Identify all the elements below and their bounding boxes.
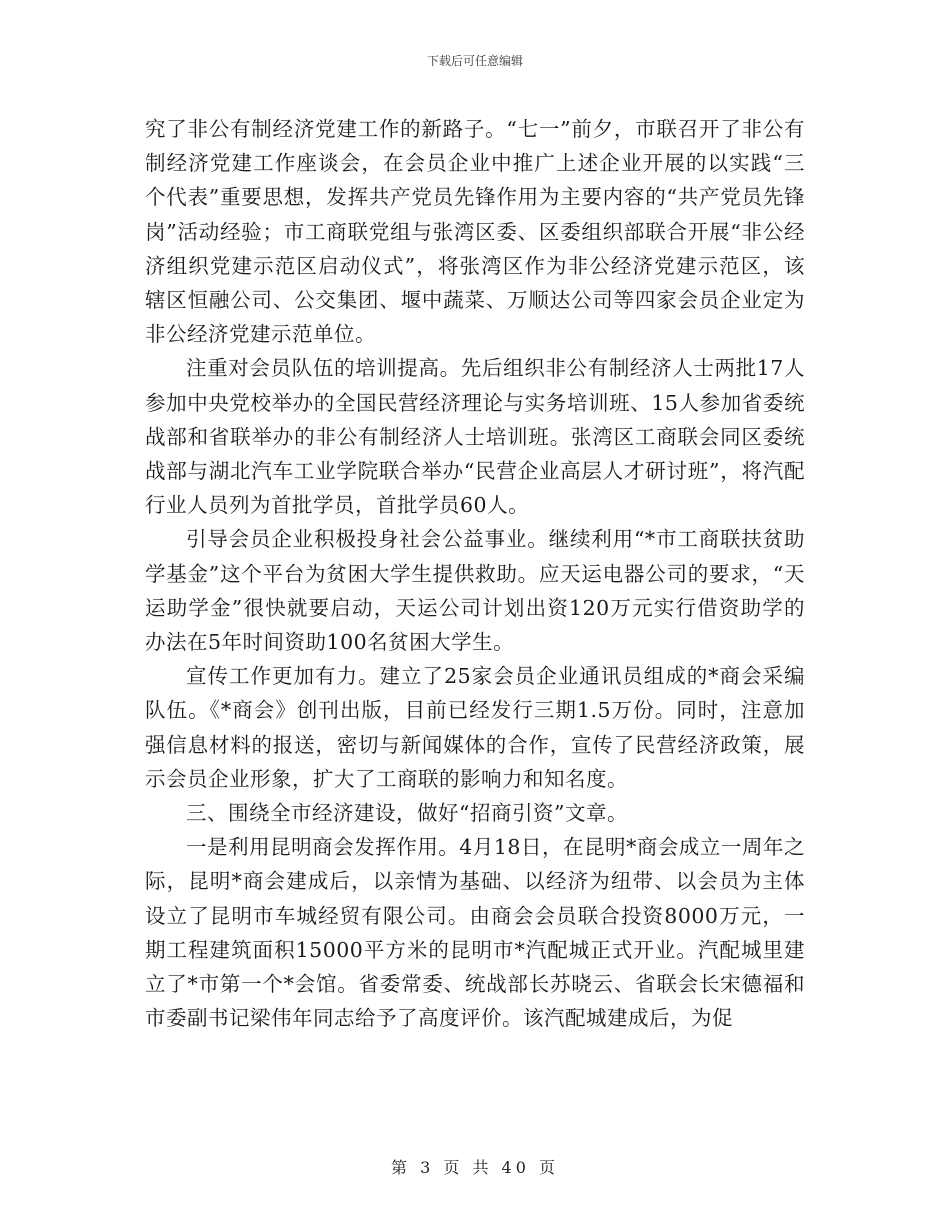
paragraph-3: 引导会员企业积极投身社会公益事业。继续利用“*市工商联扶贫助学基金”这个平台为贫困大学生提供救助。应天运电器公司的要求，“天运助学金”很快就要启动，天运公司计划出资120万元实行借资助学的办法在5年时间资助100名贫困大学生。 [145,527,805,655]
page-number-footer: 第 3 页 共 40 页 [391,1158,559,1177]
paragraph-1: 究了非公有制经济党建工作的新路子。“七一”前夕，市联召开了非公有制经济党建工作座谈会，在会员企业中推广上述企业开展的以实践“三个代表”重要思想，发挥共产党员先锋作用为主要内容的“共产党员先锋岗”活动经验；市工商联党组与张湾区委、区委组织部联合开展“非公经济组织党建示范区启动仪式”，将张湾区作为非公经济党建示范区，该辖区恒融公司、公交集团、堰中蔬菜、万顺达公司等四家会员企业定为非公经济党建示范单位。 [145,117,805,347]
page-header-note: 下载后可任意编辑 [426,54,523,68]
paragraph-4: 宣传工作更加有力。建立了25家会员企业通讯员组成的*商会采编队伍。《*商会》创刊出版，目前已经发行三期1.5万份。同时，注意加强信息材料的报送，密切与新闻媒体的合作，宣传了民营经济政策，展示会员企业形象，扩大了工商联的影响力和知名度。 [145,664,805,791]
document-body [145,112,805,1035]
section-heading-3: 三、围绕全市经济建设，做好“招商引资”文章。 [186,801,628,826]
paragraph-2: 注重对会员队伍的培训提高。先后组织非公有制经济人士两批17人参加中央党校举办的全国民营经济理论与实务培训班、15人参加省委统战部和省联举办的非公有制经济人士培训班。张湾区工商联会同区委统战部与湖北汽车工业学院联合举办“民营企业高层人才研讨班”，将汽配行业人员列为首批学员，首批学员60人。 [145,356,805,518]
paragraph-5: 一是利用昆明商会发挥作用。4月18日，在昆明*商会成立一周年之际，昆明*商会建成后，以亲情为基础、以经济为纽带、以会员为主体设立了昆明市车城经贸有限公司。由商会会员联合投资8000万元，一期工程建筑面积15000平方米的昆明市*汽配城正式开业。汽配城里建立了*市第一个*会馆。省委常委、统战部长苏晓云、省联会长宋德福和市委副书记梁伟年同志给予了高度评价。该汽配城建成后，为促 [145,835,805,1031]
